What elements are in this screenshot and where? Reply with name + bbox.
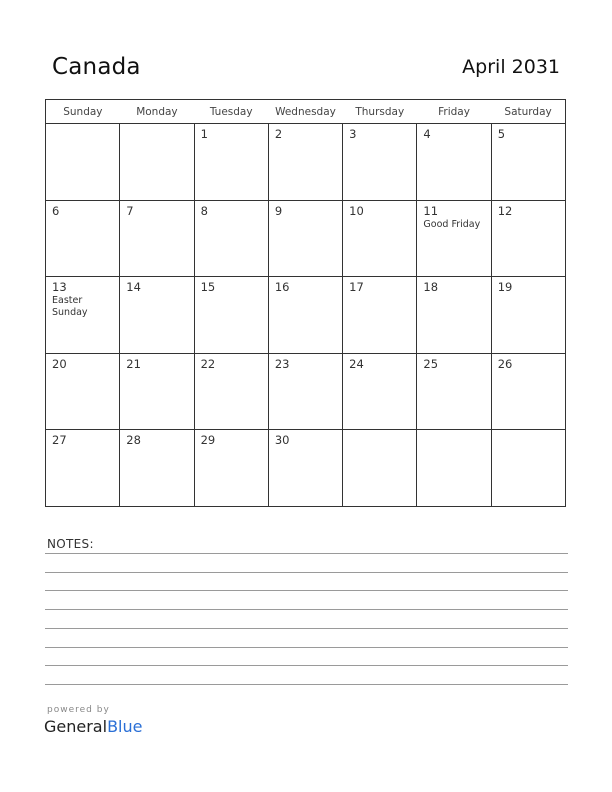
note-line bbox=[45, 572, 568, 573]
day-cell bbox=[120, 200, 194, 277]
day-cell bbox=[46, 200, 120, 277]
day-number: 7 bbox=[126, 203, 134, 218]
day-cell bbox=[343, 277, 417, 354]
day-cell bbox=[194, 277, 268, 354]
day-number: 24 bbox=[349, 356, 364, 371]
weekday-friday: Friday bbox=[417, 100, 491, 124]
day-number: 20 bbox=[52, 356, 67, 371]
day-cell bbox=[491, 430, 565, 507]
powered-by-text: powered by bbox=[47, 705, 110, 715]
weekday-thursday: Thursday bbox=[343, 100, 417, 124]
day-cell bbox=[491, 124, 565, 201]
week-row bbox=[46, 124, 566, 201]
day-cell bbox=[491, 353, 565, 430]
note-line bbox=[45, 647, 568, 648]
day-cell bbox=[417, 430, 491, 507]
day-number: 10 bbox=[349, 203, 364, 218]
day-cell bbox=[268, 430, 342, 507]
day-cell bbox=[343, 124, 417, 201]
day-number: 30 bbox=[274, 433, 290, 447]
weekday-monday: Monday bbox=[120, 100, 194, 124]
day-number: 29 bbox=[200, 433, 216, 447]
day-cell bbox=[343, 430, 417, 507]
weekday-saturday: Saturday bbox=[491, 100, 565, 124]
day-cell bbox=[46, 277, 120, 354]
day-cell bbox=[268, 277, 342, 354]
weekday-sunday: Sunday bbox=[46, 100, 120, 124]
day-cell bbox=[46, 430, 120, 507]
day-number: 15 bbox=[200, 280, 216, 294]
week-row bbox=[46, 200, 566, 277]
day-number: 9 bbox=[274, 203, 283, 218]
day-cell bbox=[268, 124, 342, 201]
holiday-label: Good Friday bbox=[423, 218, 481, 230]
generalblue-logo bbox=[44, 717, 142, 736]
day-cell bbox=[194, 430, 268, 507]
note-line bbox=[45, 590, 568, 591]
note-line bbox=[45, 665, 568, 666]
country-title: Canada bbox=[52, 54, 141, 80]
day-number: 21 bbox=[126, 356, 141, 371]
day-number: 2 bbox=[274, 127, 283, 141]
day-number: 8 bbox=[200, 203, 208, 218]
day-cell bbox=[46, 124, 120, 201]
brand-general: General bbox=[44, 717, 108, 736]
day-cell bbox=[46, 353, 120, 430]
day-number: 5 bbox=[497, 127, 506, 141]
day-cell bbox=[120, 277, 194, 354]
weekday-header-row bbox=[46, 100, 566, 124]
week-row bbox=[46, 353, 566, 430]
day-cell bbox=[417, 200, 491, 277]
day-cell bbox=[343, 353, 417, 430]
holiday-label: Easter Sunday bbox=[52, 295, 88, 318]
day-cell bbox=[194, 353, 268, 430]
day-cell bbox=[417, 353, 491, 430]
day-number: 27 bbox=[52, 433, 67, 447]
day-number: 17 bbox=[349, 280, 364, 294]
note-line bbox=[45, 684, 568, 685]
day-number: 28 bbox=[126, 433, 141, 447]
day-number: 23 bbox=[274, 356, 290, 371]
week-row bbox=[46, 277, 566, 354]
day-cell bbox=[417, 124, 491, 201]
day-number: 19 bbox=[497, 280, 513, 294]
day-cell bbox=[194, 200, 268, 277]
day-number: 13 bbox=[52, 280, 67, 294]
note-line bbox=[45, 628, 568, 629]
calendar-grid bbox=[45, 99, 566, 507]
day-cell bbox=[194, 124, 268, 201]
day-number: 16 bbox=[274, 280, 290, 294]
day-cell bbox=[268, 353, 342, 430]
week-row bbox=[46, 430, 566, 507]
day-cell bbox=[120, 124, 194, 201]
day-cell bbox=[417, 277, 491, 354]
day-number: 14 bbox=[126, 280, 141, 294]
day-cell bbox=[343, 200, 417, 277]
day-number: 6 bbox=[52, 203, 60, 218]
month-year-title: April 2031 bbox=[462, 56, 560, 78]
day-number: 26 bbox=[497, 356, 513, 371]
note-line bbox=[45, 609, 568, 610]
day-number: 1 bbox=[200, 127, 208, 141]
day-cell bbox=[268, 200, 342, 277]
weekday-tuesday: Tuesday bbox=[194, 100, 268, 124]
day-number: 11 bbox=[423, 203, 439, 218]
weekday-wednesday: Wednesday bbox=[268, 100, 342, 124]
day-number: 3 bbox=[349, 127, 357, 141]
brand-blue: Blue bbox=[107, 717, 143, 736]
day-cell bbox=[120, 430, 194, 507]
day-number: 25 bbox=[423, 356, 439, 371]
day-number: 22 bbox=[200, 356, 216, 371]
day-cell bbox=[491, 277, 565, 354]
notes-label: NOTES: bbox=[47, 537, 94, 551]
day-number: 4 bbox=[423, 127, 431, 141]
day-cell bbox=[120, 353, 194, 430]
day-number: 12 bbox=[497, 203, 513, 218]
note-line bbox=[45, 553, 568, 554]
day-number: 18 bbox=[423, 280, 439, 294]
day-cell bbox=[491, 200, 565, 277]
